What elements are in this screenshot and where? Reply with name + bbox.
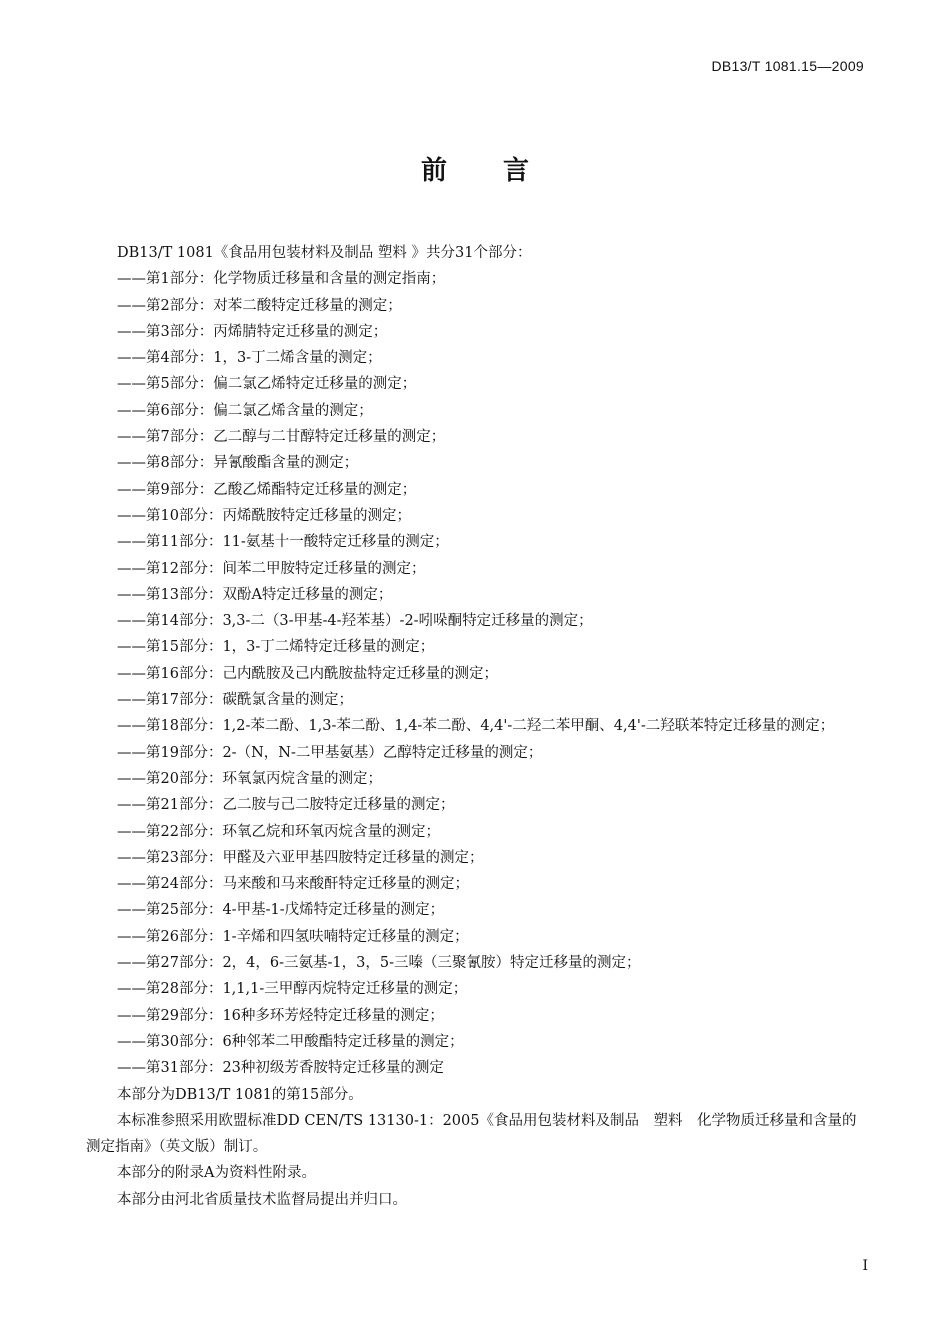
intro-paragraph: DB13/T 1081《食品用包装材料及制品 塑料 》共分31个部分： — [117, 245, 532, 261]
part-item: ——第24部分：马来酸和马来酸酐特定迁移量的测定； — [117, 876, 469, 893]
part-item: ——第5部分：偏二氯乙烯特定迁移量的测定； — [117, 376, 417, 393]
part-item: ——第18部分：1,2-苯二酚、1,3-苯二酚、1,4-苯二酚、4,4'-二羟二苯甲酮、4,4'-二羟联苯特定迁移量的测定； — [117, 718, 835, 735]
part-item: ——第13部分：双酚A特定迁移量的测定； — [117, 586, 393, 603]
part-item: ——第22部分：环氧乙烷和环氧丙烷含量的测定； — [117, 823, 440, 840]
part-item: ——第17部分：碳酰氯含量的测定； — [117, 692, 353, 709]
part-item: ——第14部分：3,3-二（3-甲基-4-羟苯基）-2-吲哚酮特定迁移量的测定； — [117, 613, 593, 630]
page-number: I — [862, 1258, 868, 1274]
part-item: ——第19部分：2-（N，N-二甲基氨基）乙醇特定迁移量的测定； — [117, 744, 543, 761]
part-item: ——第21部分：乙二胺与己二胺特定迁移量的测定； — [117, 797, 455, 814]
part-item: ——第3部分：丙烯腈特定迁移量的测定； — [117, 323, 388, 340]
foreword-body — [86, 240, 868, 1213]
closing-paragraph: 本标准参照采用欧盟标准DD CEN/TS 13130-1：2005《食品用包装材料及制品 塑料 化学物质迁移量和含量的测定指南》（英文版）制订。 — [86, 1112, 857, 1156]
part-item: ——第6部分：偏二氯乙烯含量的测定； — [117, 402, 373, 419]
part-item: ——第15部分：1，3-丁二烯特定迁移量的测定； — [117, 639, 435, 656]
part-item: ——第23部分：甲醛及六亚甲基四胺特定迁移量的测定； — [117, 849, 484, 866]
part-item: ——第8部分：异氰酸酯含量的测定； — [117, 455, 359, 472]
closing-paragraph: 本部分为DB13/T 1081的第15部分。 — [117, 1086, 363, 1103]
part-item: ——第4部分：1，3-丁二烯含量的测定； — [117, 350, 382, 367]
part-item: ——第28部分：1,1,1-三甲醇丙烷特定迁移量的测定； — [117, 981, 468, 998]
part-item: ——第2部分：对苯二酸特定迁移量的测定； — [117, 297, 402, 314]
part-item: ——第1部分：化学物质迁移量和含量的测定指南； — [117, 271, 446, 288]
part-item: ——第10部分：丙烯酰胺特定迁移量的测定； — [117, 507, 411, 524]
part-item: ——第12部分：间苯二甲胺特定迁移量的测定； — [117, 560, 426, 577]
part-item: ——第9部分：乙酸乙烯酯特定迁移量的测定； — [117, 481, 417, 498]
closing-paragraph: 本部分的附录A为资料性附录。 — [117, 1165, 316, 1182]
part-item: ——第11部分：11-氨基十一酸特定迁移量的测定； — [117, 534, 449, 551]
part-item: ——第27部分：2，4，6-三氨基-1，3，5-三嗪（三聚氰胺）特定迁移量的测定； — [117, 955, 641, 972]
part-item: ——第31部分：23种初级芳香胺特定迁移量的测定 — [117, 1060, 444, 1077]
part-item: ——第16部分：己内酰胺及己内酰胺盐特定迁移量的测定； — [117, 665, 498, 682]
part-item: ——第25部分：4-甲基-1-戊烯特定迁移量的测定； — [117, 902, 445, 919]
closing-paragraph: 本部分由河北省质量技术监督局提出并归口。 — [117, 1191, 407, 1208]
part-item: ——第29部分：16种多环芳烃特定迁移量的测定； — [117, 1007, 444, 1024]
part-item: ——第30部分：6种邻苯二甲酸酯特定迁移量的测定； — [117, 1033, 464, 1050]
part-item: ——第26部分：1-辛烯和四氢呋喃特定迁移量的测定； — [117, 928, 469, 945]
part-item: ——第20部分：环氧氯丙烷含量的测定； — [117, 770, 382, 787]
page-title: 前言 — [420, 156, 585, 186]
document-code: DB13/T 1081.15—2009 — [711, 58, 864, 74]
part-item: ——第7部分：乙二醇与二甘醇特定迁移量的测定； — [117, 429, 446, 446]
